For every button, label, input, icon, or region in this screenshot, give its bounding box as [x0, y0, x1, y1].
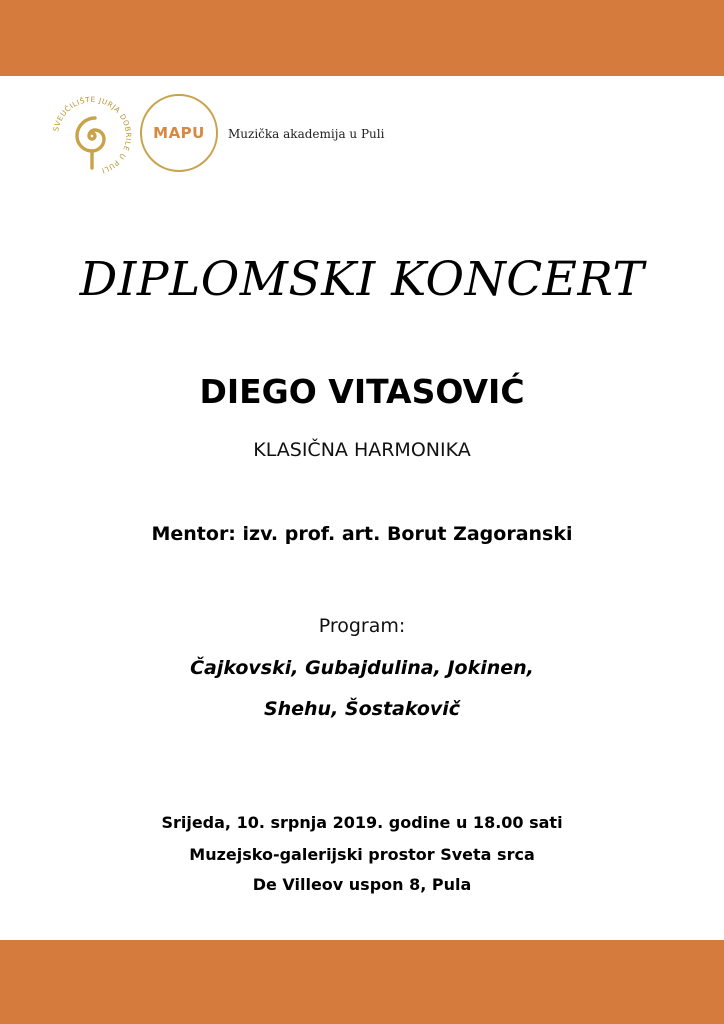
mentor-line: Mentor: izv. prof. art. Borut Zagoranski	[151, 523, 573, 545]
mapu-logo	[140, 94, 218, 172]
academy-name: Muzička akademija u Puli	[228, 127, 385, 141]
university-seal-logo	[48, 92, 136, 180]
performer-name: DIEGO VITASOVIĆ	[199, 372, 525, 411]
concert-title: DIPLOMSKI KONCERT	[79, 252, 645, 307]
composers-line-2: Shehu, Šostakovič	[263, 698, 461, 720]
composers-line-1: Čajkovski, Gubajdulina, Jokinen,	[190, 657, 534, 679]
mapu-logo-text: MAPU	[153, 124, 205, 142]
top-color-band	[0, 0, 724, 76]
svg-text:SVEUČILIŠTE JURJA DOBRILE U PU: SVEUČILIŠTE JURJA DOBRILE U PULI	[51, 94, 134, 176]
event-address: De Villeov uspon 8, Pula	[252, 875, 472, 894]
program-heading: Program:	[318, 615, 406, 637]
instrument-label: KLASIČNA HARMONIKA	[253, 439, 471, 461]
event-date-time: Srijeda, 10. srpnja 2019. godine u 18.00 sati	[161, 813, 563, 832]
event-venue: Muzejsko-galerijski prostor Sveta srca	[189, 845, 535, 864]
bottom-color-band	[0, 940, 724, 1024]
